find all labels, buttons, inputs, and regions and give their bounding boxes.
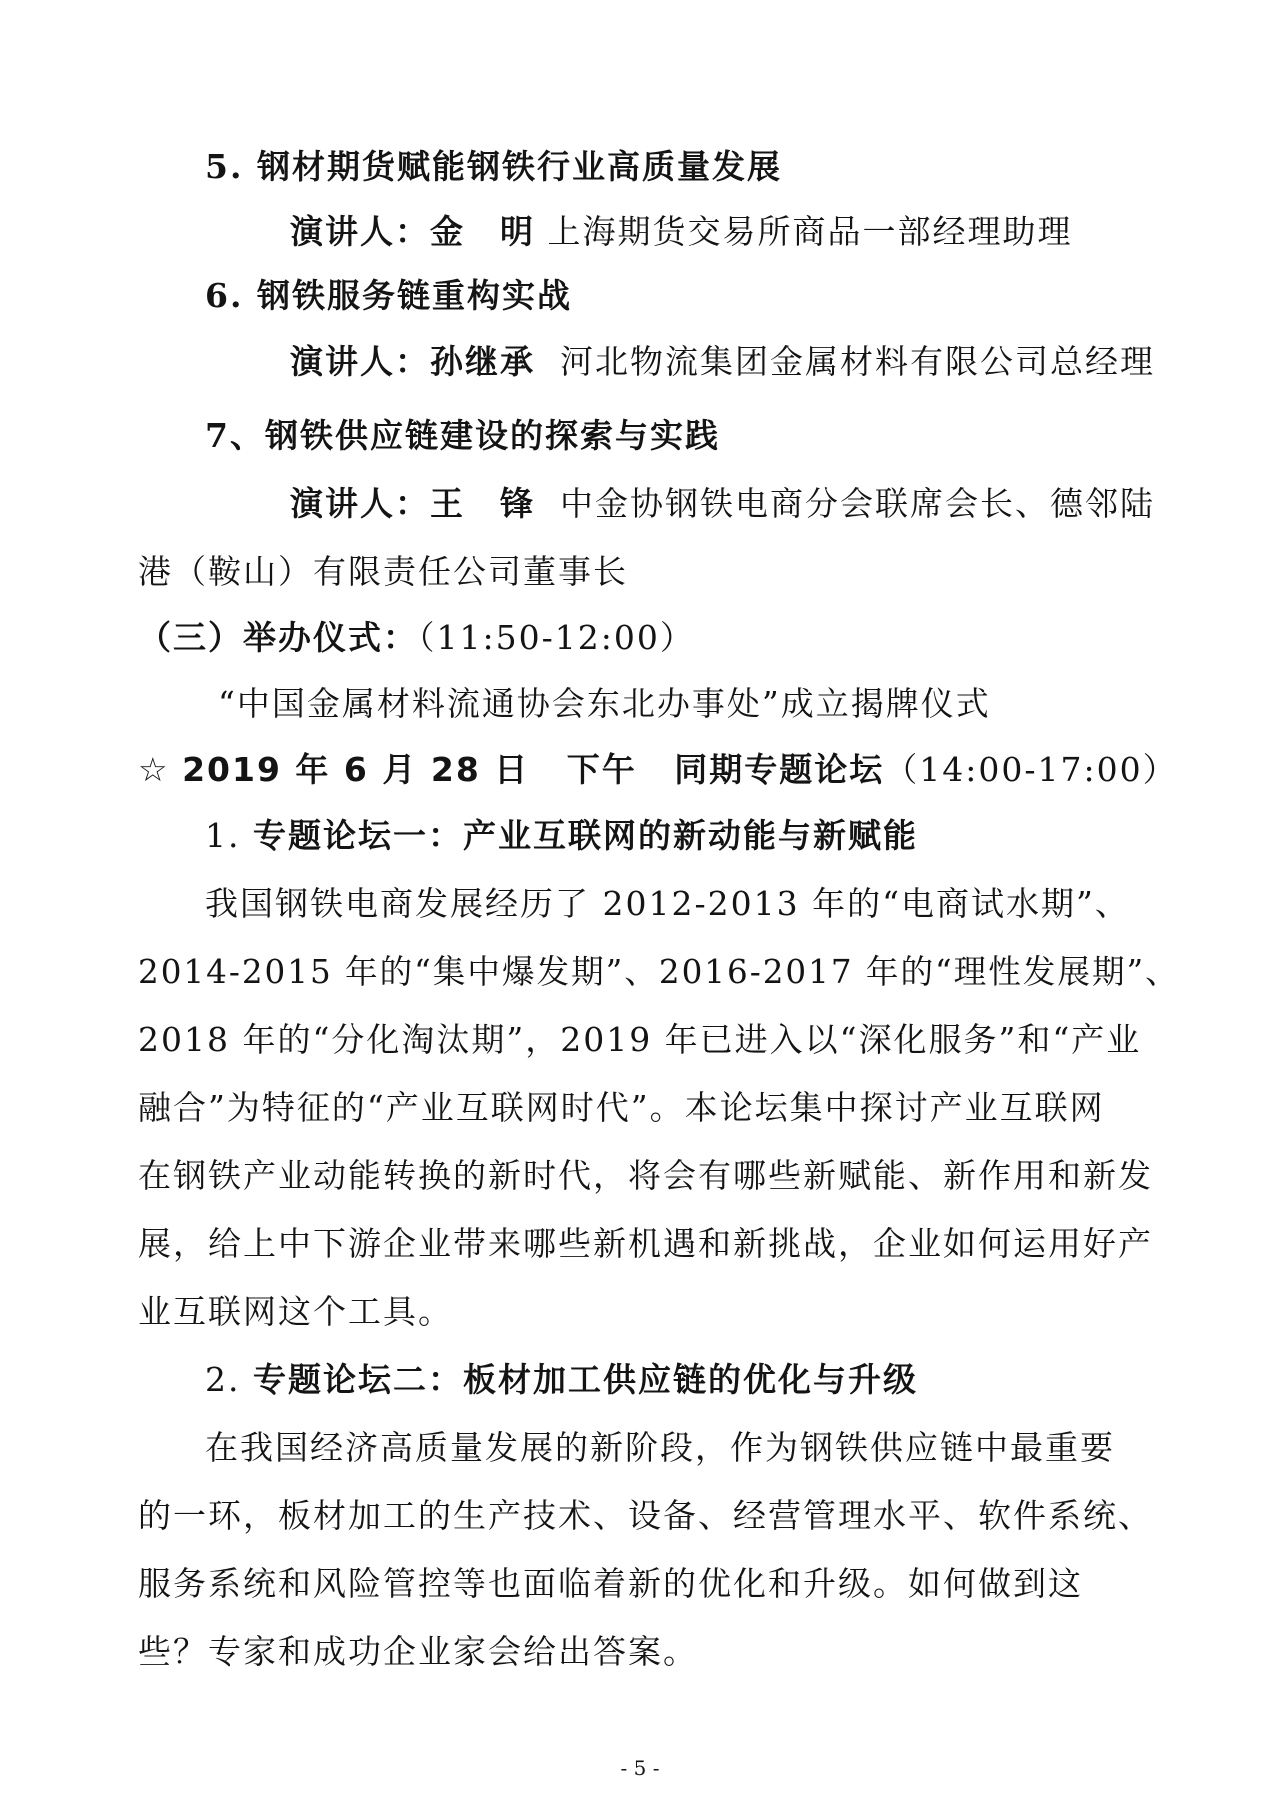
speaker-label: 演讲人： — [290, 484, 430, 523]
afternoon-period: 下午 — [566, 750, 637, 789]
forum-1-paragraph-line: 在钢铁产业动能转换的新时代，将会有哪些新赋能、新作用和新发 — [138, 1156, 1153, 1195]
forum-title-rest: 板材加工供应链的优化与升级 — [462, 1360, 918, 1399]
forum-1-title — [205, 814, 918, 858]
forum-title-number: 1. — [205, 816, 253, 855]
forum-1-paragraph-line: 业互联网这个工具。 — [138, 1292, 453, 1331]
forum-2-paragraph-line: 在我国经济高质量发展的新阶段，作为钢铁供应链中最重要 — [205, 1428, 1115, 1467]
ceremony-heading: （三）举办仪式： — [138, 618, 418, 657]
speaker-name: 金 明 — [430, 212, 535, 251]
speaker-name: 王 锋 — [430, 484, 535, 523]
ceremony-name: “中国金属材料流通协会东北办事处”成立揭牌仪式 — [218, 684, 991, 723]
forum-title-rest: 产业互联网的新动能与新赋能 — [462, 816, 918, 855]
forum-2-paragraph-line: 服务系统和风险管控等也面临着新的优化和升级。如何做到这 — [138, 1564, 1083, 1603]
talk-7-title: 7、钢铁供应链建设的探索与实践 — [205, 416, 720, 455]
afternoon-date: 2019 年 6 月 28 日 — [182, 750, 530, 789]
forum-1-paragraph-line: 2018 年的“分化淘汰期”，2019 年已进入以“深化服务”和“产业 — [138, 1020, 1142, 1059]
speaker-label: 演讲人： — [290, 212, 430, 251]
talk-5-speaker-line — [290, 210, 1073, 254]
talk-5-title: 5. 钢材期货赋能钢铁行业高质量发展 — [205, 147, 782, 186]
ceremony-heading-line — [138, 616, 695, 660]
talk-6-title: 6. 钢铁服务链重构实战 — [205, 276, 572, 315]
speaker-name: 孙继承 — [430, 342, 535, 381]
talk-7-speaker-role-cont: 港（鞍山）有限责任公司董事长 — [138, 552, 628, 591]
forum-2-paragraph-line: 些？专家和成功企业家会给出答案。 — [138, 1632, 698, 1671]
afternoon-header — [138, 748, 1178, 792]
afternoon-time: （14:00-17:00） — [884, 750, 1178, 789]
talk-7-speaker-line — [290, 482, 1155, 526]
forum-1-paragraph-line: 展，给上中下游企业带来哪些新机遇和新挑战，企业如何运用好产 — [138, 1224, 1153, 1263]
forum-1-paragraph-line: 2014-2015 年的“集中爆发期”、2016-2017 年的“理性发展期”、 — [138, 952, 1180, 991]
speaker-role: 河北物流集团金属材料有限公司总经理 — [559, 342, 1155, 381]
forum-1-paragraph-line: 我国钢铁电商发展经历了 2012-2013 年的“电商试水期”、 — [205, 884, 1130, 923]
forum-1-paragraph-line: 融合”为特征的“产业互联网时代”。本论坛集中探讨产业互联网 — [138, 1088, 1105, 1127]
forum-title-main: 专题论坛一： — [252, 816, 463, 855]
forum-title-number: 2. — [205, 1360, 253, 1399]
ceremony-time: （11:50-12:00） — [418, 618, 695, 657]
forum-2-paragraph-line: 的一环，板材加工的生产技术、设备、经营管理水平、软件系统、 — [138, 1496, 1153, 1535]
speaker-role: 上海期货交易所商品一部经理助理 — [547, 212, 1073, 251]
page-number: - 5 - — [620, 1756, 660, 1780]
afternoon-label: 同期专题论坛 — [674, 750, 885, 789]
forum-2-title — [205, 1358, 918, 1402]
speaker-label: 演讲人： — [290, 342, 430, 381]
star-icon: ☆ — [138, 750, 170, 789]
speaker-role: 中金协钢铁电商分会联席会长、德邻陆 — [559, 484, 1155, 523]
talk-6-speaker-line — [290, 340, 1155, 384]
forum-title-main: 专题论坛二： — [252, 1360, 463, 1399]
